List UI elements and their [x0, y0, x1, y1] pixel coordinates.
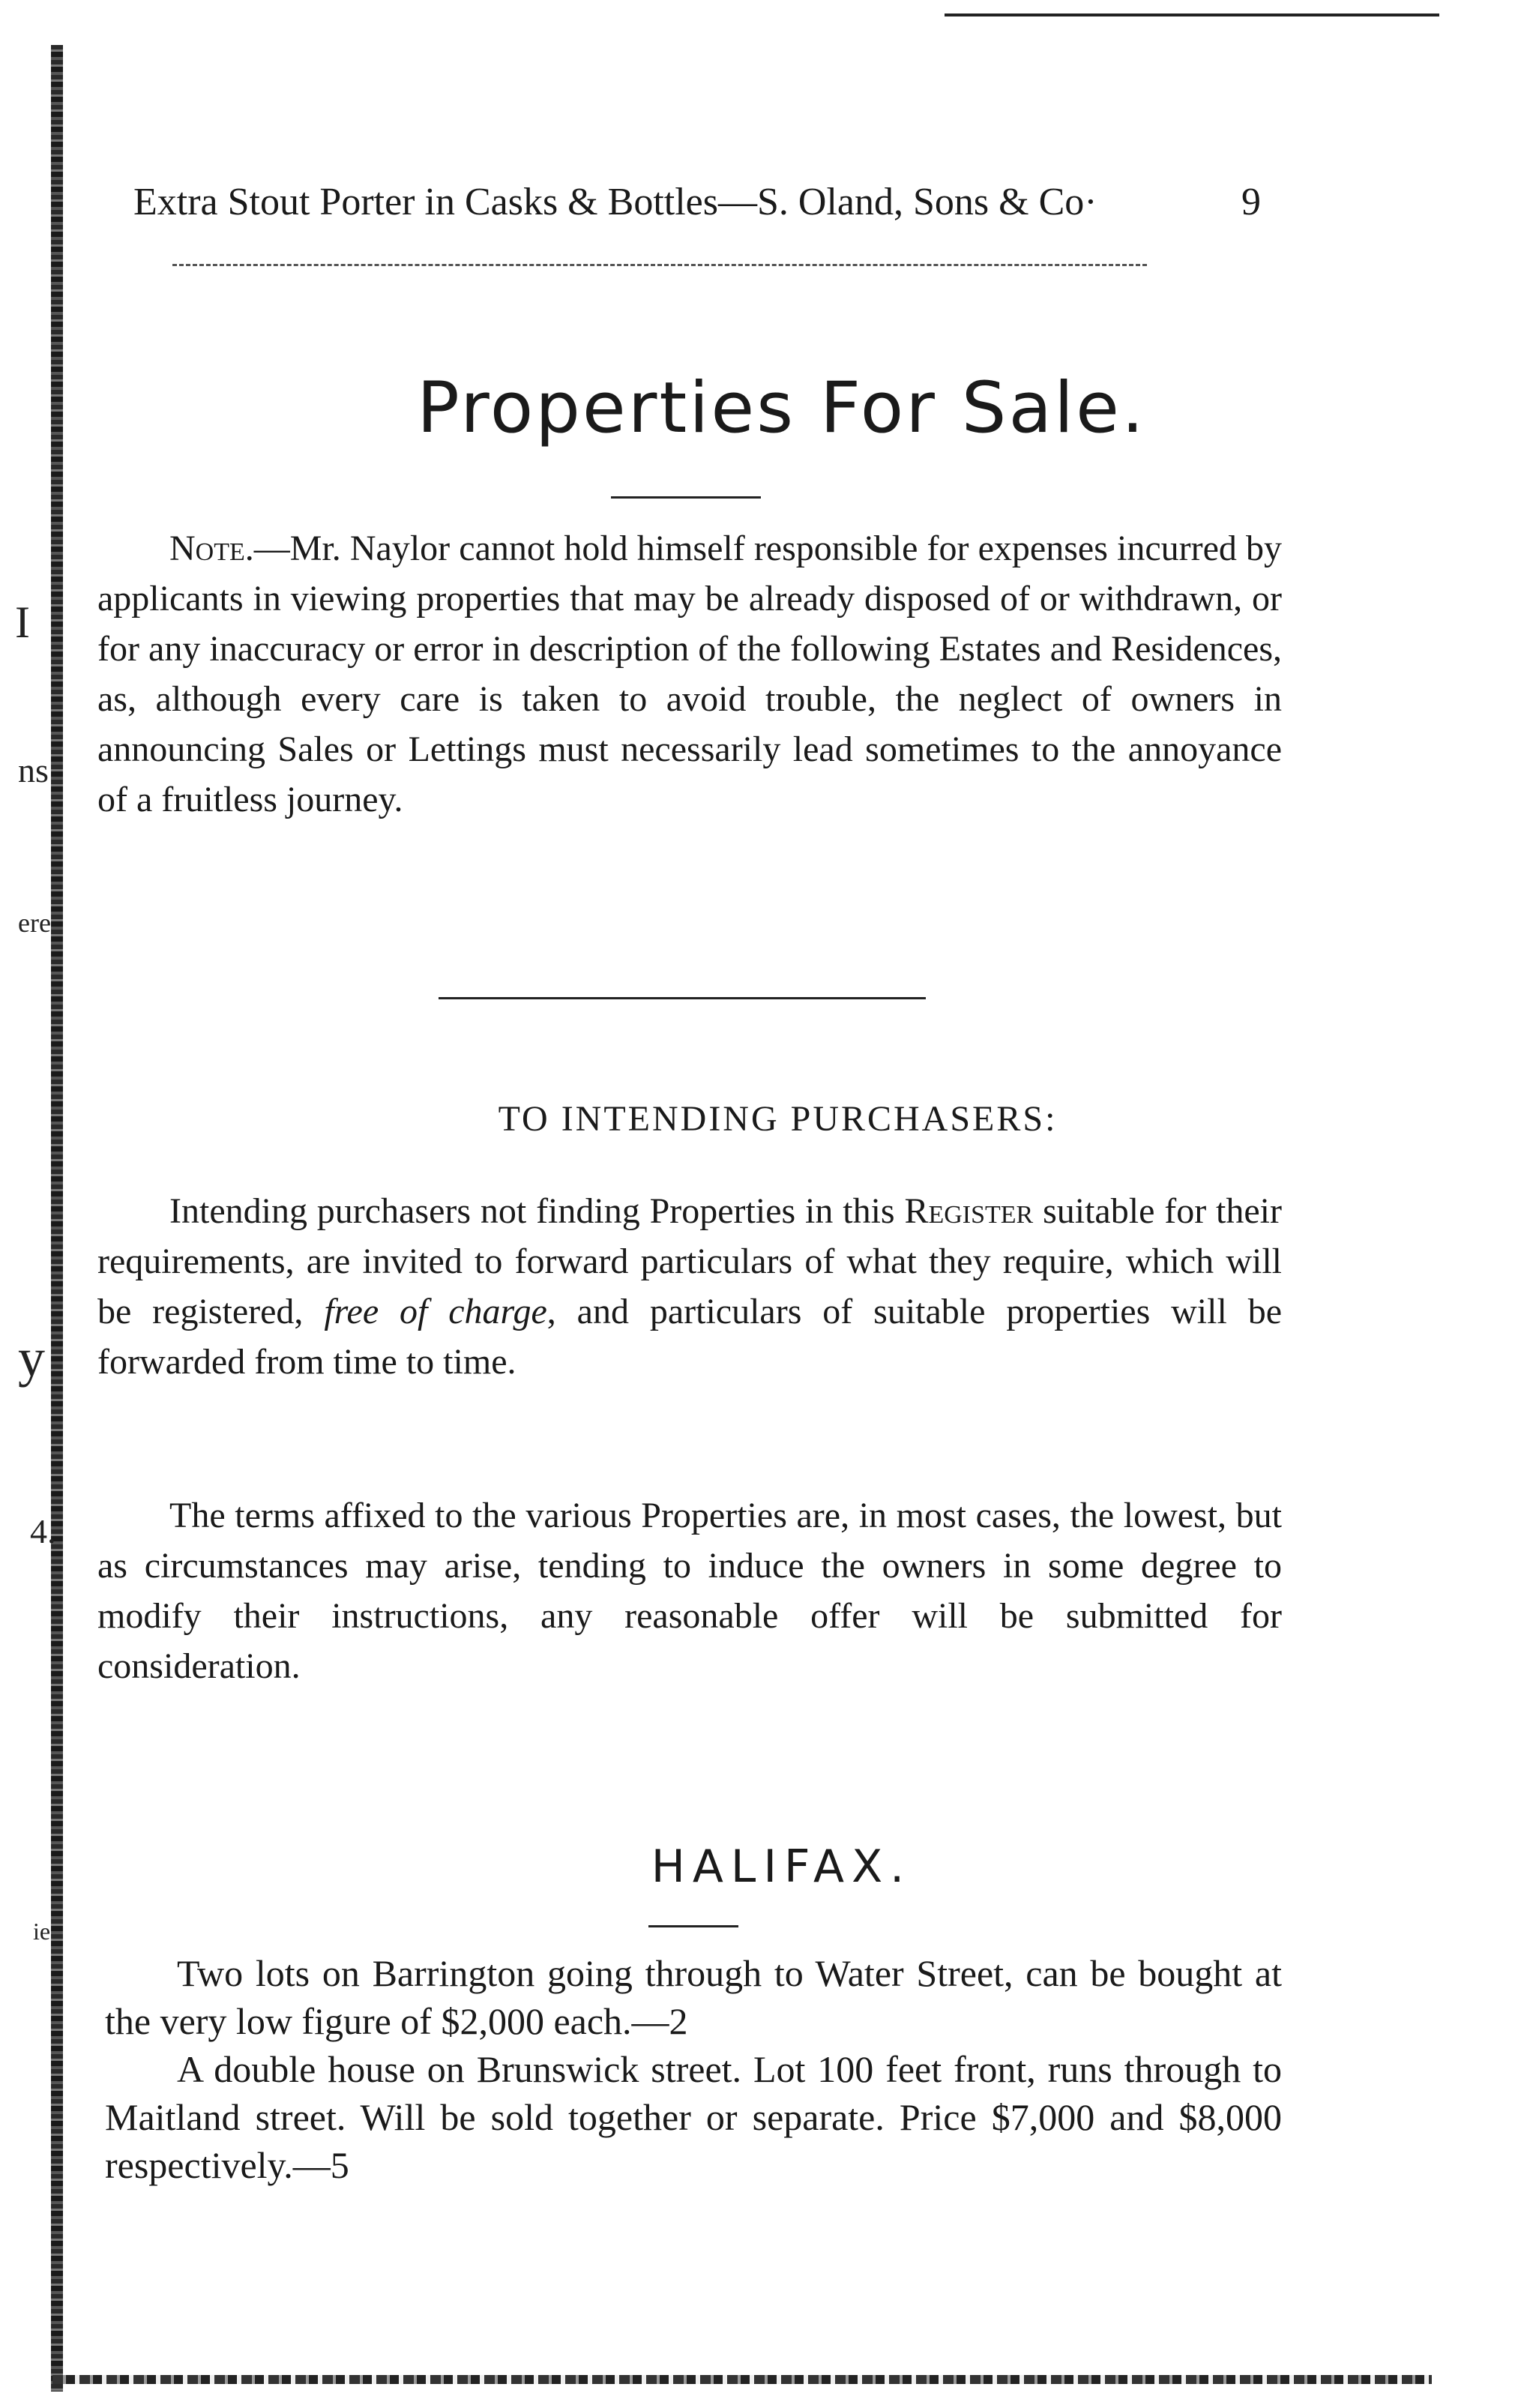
listing-item: A double house on Brunswick street. Lot 100 feet front, runs through to Maitland street. Will be sold together or separate. Price $7,000 and $8,000 respectively.—5: [105, 2048, 1282, 2186]
page-number: 9: [1241, 181, 1261, 223]
para-text: , and particulars of suitable properties will be forwarded from time to time.: [97, 1292, 1283, 1382]
section-title: Properties For Sale.: [417, 367, 1146, 449]
para-text: suitable for their requirements, are invited to forward particulars of what they require, which will be registered,: [97, 1191, 1282, 1331]
section-divider: [439, 997, 926, 999]
margin-fragment: 4.: [30, 1512, 56, 1550]
running-header-text: Extra Stout Porter in Casks & Bottles—S. Oland, Sons & Co·: [133, 181, 1097, 223]
top-scan-rule: [945, 13, 1439, 16]
note-paragraph: [97, 523, 1282, 825]
margin-fragment: ie: [33, 1918, 51, 1945]
title-divider: [611, 496, 761, 499]
free-of-charge-emphasis: free of charge: [324, 1292, 547, 1331]
listing-item: Two lots on Barrington going through to Water Street, can be bought at the very low figure of $2,000 each.—2: [105, 1952, 1282, 2042]
intending-paragraph-1: [97, 1186, 1282, 1387]
header-rule: [172, 264, 1147, 266]
note-label: Note.: [169, 529, 254, 568]
margin-fragment: ere: [18, 908, 51, 938]
margin-fragment: ns: [18, 751, 49, 789]
para-text: Intending purchasers not finding Properties in this: [169, 1191, 905, 1231]
intending-purchasers-heading: TO INTENDING PURCHASERS:: [498, 1099, 1058, 1139]
page-bottom-edge: [52, 2375, 1432, 2384]
halifax-divider: [648, 1925, 738, 1927]
intending-paragraph-2: The terms affixed to the various Properties are, in most cases, the lowest, but as circumstances may arise, tending to induce the owners in some degree to modify their instructions, any reasonable offer will be submitted for consideration.: [97, 1496, 1282, 1686]
note-text: —Mr. Naylor cannot hold himself responsible for expenses incurred by applicants in viewing properties that may be already disposed of or withdrawn, or for any inaccuracy or error in description of the following Estates and Residences, as, although every care is taken to avoid trouble, the neglect of owners in announcing Sales or Lettings must necessarily lead sometimes to the annoyance of a fruitless journey.: [97, 529, 1282, 819]
margin-fragment: y: [18, 1328, 45, 1388]
register-word: Register: [904, 1191, 1034, 1231]
halifax-heading: HALIFAX.: [651, 1840, 912, 1893]
running-header: [133, 180, 1303, 224]
margin-fragment: I: [15, 598, 30, 647]
